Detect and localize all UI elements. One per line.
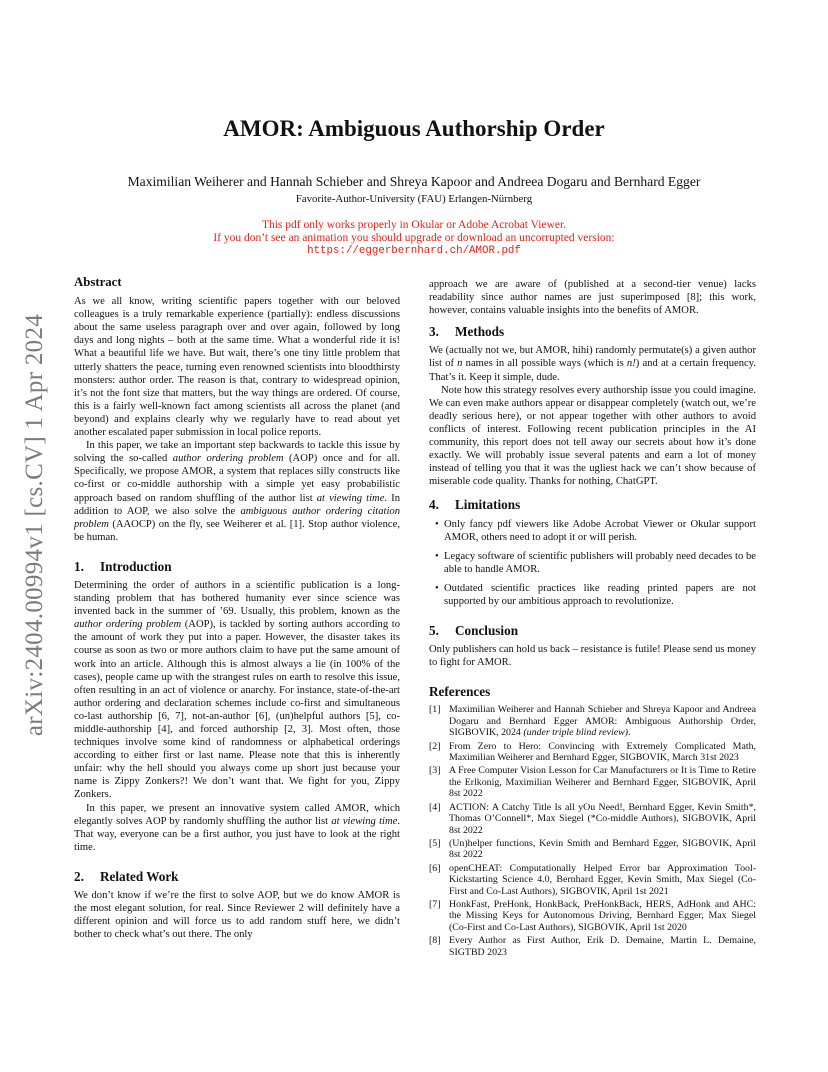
related-work-heading: 2. Related Work bbox=[74, 868, 179, 884]
reference-item: [6] openCHEAT: Computationally Helped Error bar Approximation Tool-Kickstarting Science 4.0, Bernhard Egger, Kevin Smith, Max Siegel (Co-First and Co-Last Authors), SIGBOVIK, April 1st 2021 bbox=[429, 862, 756, 897]
viewer-notice bbox=[0, 219, 828, 258]
reference-item: [3] A Free Computer Vision Lesson for Car Manufacturers or It is Time to Retire the Erlkonig, Maximilian Weiherer and Bernhard Egger, SIGBOVIK, April 8st 2022 bbox=[429, 765, 756, 800]
reference-list bbox=[429, 704, 756, 958]
limitation-item: • Outdated scientific practices like reading printed papers are not supported by our ambitious approach to revolutionize. bbox=[444, 582, 756, 608]
introduction-heading: 1. Introduction bbox=[74, 558, 172, 574]
related-work-paragraph: We don’t know if we’re the first to solve AOP, but we do know AMOR is the most elegant solution, for real. Since Reviewer 2 will definitely have a different opinion and will force us to add random stuff here, we didn’t bother to check what’s out there. The only bbox=[74, 890, 400, 941]
abstract-heading: Abstract bbox=[74, 275, 122, 289]
left-column bbox=[74, 276, 400, 941]
reference-item: [2] From Zero to Hero: Convincing with Extremely Complicated Math, Maximilian Weiherer and Bernhard Egger, SIGBOVIK, March 31st 2023 bbox=[429, 740, 756, 764]
methods-paragraph-1: We (actually not we, but AMOR, hihi) randomly permutate(s) a given author list of n names in all possible ways (which is n!) and at a certain frequency. That’s it. Keep it simple, dude. bbox=[429, 345, 757, 383]
abstract-paragraph-1: As we all know, writing scientific papers together with our beloved colleagues is a truly remarkable experience (partially): endless discussions about the same useless paragraph over and over again, followed by long days and long nights – both at the same time. What a wonderful ride it is! What a beautiful life we have. But wait, there’s one tiny little problem that utterly shatters the peace, turning even renowned scientists into bloodthirsty monsters: author order. The reason is that, contrary to widespread opinion, it’s not the font size that matters, but the way things are ordered. Of course, this is a fairly well-known fact among scientists all across the planet (and beyond) and explains clearly why we regularly have to read about yet another escalated paper submission in local police reports. bbox=[74, 296, 400, 439]
references-heading: References bbox=[429, 684, 491, 700]
reference-item: [7] HonkFast, PreHonk, HonkBack, PreHonkBack, HERS, AdHonk and AHC: the Missing Keys for Autonomous Driving, Bernhard Egger, Max Siegel (Co-First and Co-Last Authors), SIGBOVIK, April 1st 2020 bbox=[429, 898, 756, 933]
arxiv-identifier: arXiv:2404.00994v1 [cs.CV] 1 Apr 2024 bbox=[21, 313, 48, 737]
notice-line-2: If you don’t see an animation you should upgrade or download an uncorrupted version: bbox=[213, 232, 615, 244]
reference-item: [1] Maximilian Weiherer and Hannah Schieber and Shreya Kapoor and Andreea Dogaru and Bernhard Egger AMOR: Ambiguous Authorship Order, SIGBOVIK, 2024 (under triple blind review). bbox=[429, 704, 756, 739]
conclusion-heading: 5. Conclusion bbox=[429, 623, 519, 639]
notice-line-1: This pdf only works properly in Okular or Adobe Acrobat Viewer. bbox=[261, 219, 567, 231]
affiliation: Favorite-Author-University (FAU) Erlangen-Nürnberg bbox=[295, 193, 533, 205]
right-column bbox=[429, 278, 756, 960]
related-work-paragraph-continued: approach we are aware of (published at a second-tier venue) lacks readability since author names are just superimposed [8]; this work, however, contains valuable insights into the benefits of AMOR. bbox=[429, 279, 756, 317]
introduction-paragraph-1: Determining the order of authors in a scientific publication is a long-standing problem that has bothered humanity ever since science was invented back in the summer of ’69. Usually, this problem, known as the author ordering problem (AOP), is tackled by sorting authors according to the amount of work they put into a paper. However, the disaster takes its course as soon as two or more authors claim to have put the same amount of work into an article. Although this is almost always a lie (in 100% of the cases), people came up with the strangest rules on earth to resolve this issue, often resulting in an act of violence or anarchy. For instance, state-of-the-art author ordering and declaration schemes include co-first and simultaneous co-last authorship [6, 7], not-an-author [6], (un)helpful authors [5], co-middle-authorship [4], and forced authorship [2, 3]. Most often, those techniques involve some kind of randomness or alphabetical orderings according to either first or last name. Please note that this is inherently unfair: why the hell should you always come up short just because your name is Zippy Zonkers?! We don’t want that. We fight for you, Zippy Zonkers. bbox=[74, 579, 401, 801]
limitation-item: • Legacy software of scientific publishers will probably need decades to be able to handle AMOR. bbox=[444, 550, 756, 576]
arxiv-sidebar-stamp bbox=[20, 290, 50, 760]
reference-item: [8] Every Author as First Author, Erik D. Demaine, Martin L. Demaine, SIGTBD 2023 bbox=[429, 935, 756, 958]
abstract-paragraph-2: In this paper, we take an important step backwards to tackle this issue by solving the so-called author ordering problem (AOP) once and for all. Specifically, we propose AMOR, a system that replaces silly constructs like co-first or co-middle authorship with a simple yet easy probabilistic approach based on random shuffling of the author list at viewing time. In addition to AOP, we also solve the ambiguous author ordering citation problem (AAOCP) on the fly, see Weiherer et al. [1]. Stop author violence, be human. bbox=[74, 440, 400, 543]
methods-heading: 3. Methods bbox=[429, 324, 505, 340]
methods-paragraph-2: Note how this strategy resolves every authorship issue you could imagine. We can even make authors appear or disappear completely (watch out, we’re deadly serious here), or not appear together with other authors to avoid conflicts of interest. Following recent publication principles in the AI community, this report does not tell away our secrets about how it’s done exactly. We will probably issue several patents and earn a lot of money instead of telling you that it was the ugliest hack we can’t show because of miserable code quality. Thanks for nothing, ChatGPT. bbox=[429, 384, 756, 488]
limitations-heading: 4. Limitations bbox=[429, 497, 521, 513]
reference-item: [5] (Un)helper functions, Kevin Smith and Bernhard Egger, SIGBOVIK, April 8st 2022 bbox=[429, 837, 756, 861]
author-list: Maximilian Weiherer and Hannah Schieber and Shreya Kapoor and Andreea Dogaru and Bernhard Egger bbox=[127, 174, 701, 189]
reference-item: [4] ACTION: A Catchy Title Is all yOu Need!, Bernhard Egger, Kevin Smith*, Thomas O’Connell*, Max Siegel (*Co-middle Authors), SIGBOVIK, April 8st 2022 bbox=[429, 801, 756, 836]
conclusion-paragraph: Only publishers can hold us back – resistance is futile! Please send us money to fight for AMOR. bbox=[429, 644, 756, 669]
limitation-item: • Only fancy pdf viewers like Adobe Acrobat Viewer or Okular support AMOR, others need to adopt it or will perish. bbox=[444, 518, 756, 544]
limitations-list bbox=[429, 518, 756, 609]
paper-title: AMOR: Ambiguous Authorship Order bbox=[223, 116, 605, 141]
introduction-paragraph-2: In this paper, we present an innovative system called AMOR, which elegantly solves AOP by randomly shuffling the author list at viewing time. That way, everyone can be a first author, you just have to look at the right time. bbox=[74, 802, 400, 853]
notice-url-link[interactable]: https://eggerbernhard.ch/AMOR.pdf bbox=[307, 245, 521, 257]
